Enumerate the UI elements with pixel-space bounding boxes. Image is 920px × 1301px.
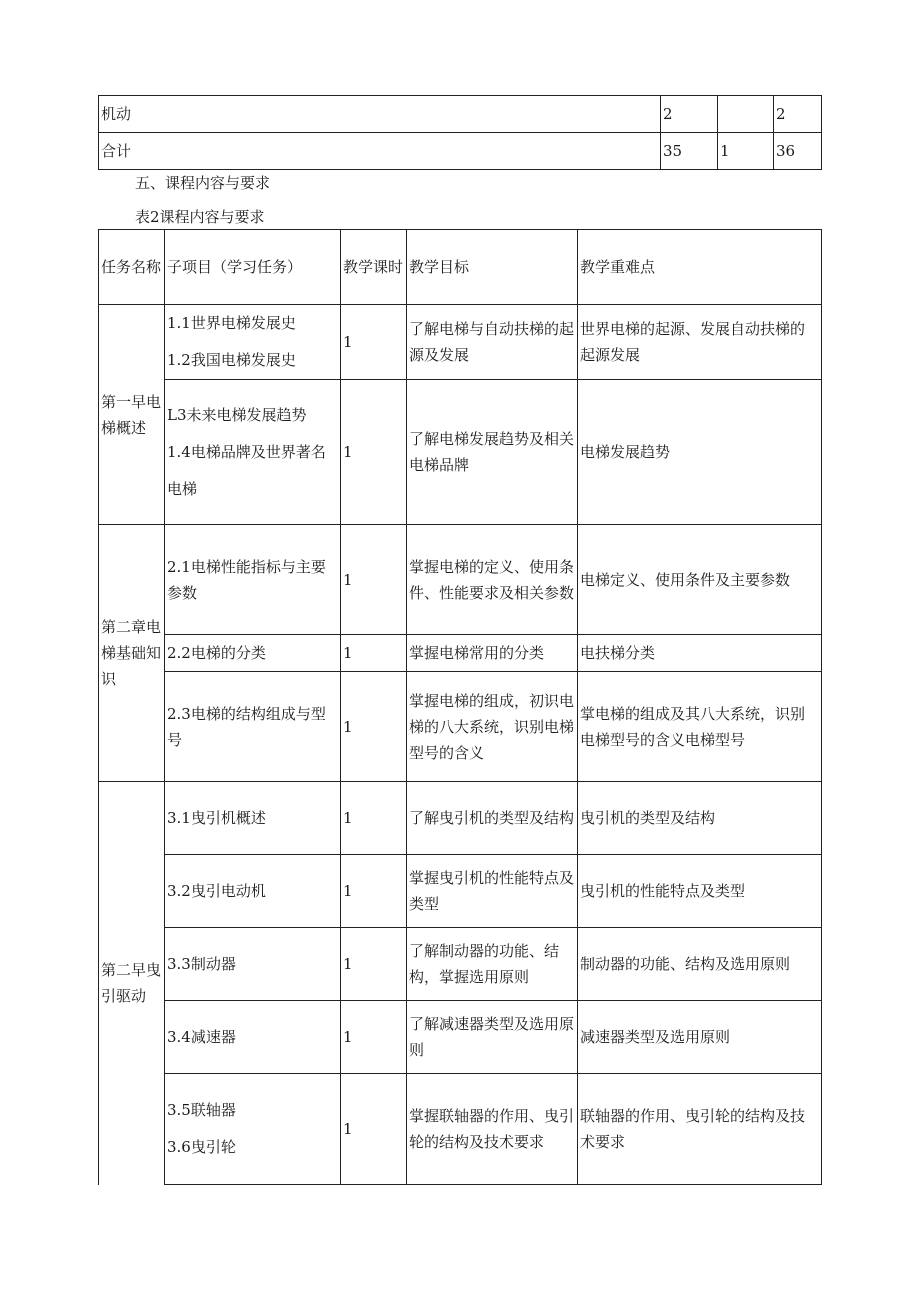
table-row xyxy=(99,133,822,170)
summary-value-c: 2 xyxy=(774,96,822,133)
chapter-name: 第二章电梯基础知识 xyxy=(99,525,165,782)
subitem-line: 1.1世界电梯发展史 xyxy=(167,314,296,332)
content-table xyxy=(98,229,822,1185)
goal-cell: 掌握电梯的定义、使用条件、性能要求及相关参数 xyxy=(407,525,578,635)
key-cell: 世界电梯的起源、发展自动扶梯的起源发展 xyxy=(578,305,822,380)
header-row xyxy=(99,230,822,305)
header-hours: 教学课时 xyxy=(341,230,407,305)
goal-cell: 了解电梯发展趋势及相关电梯品牌 xyxy=(407,380,578,525)
key-cell: 电梯发展趋势 xyxy=(578,380,822,525)
table-row xyxy=(99,1074,822,1185)
subitem-cell: 2.1电梯性能指标与主要参数 xyxy=(165,525,341,635)
key-cell: 制动器的功能、结构及选用原则 xyxy=(578,928,822,1001)
goal-cell: 掌握曳引机的性能特点及类型 xyxy=(407,855,578,928)
hours-cell: 1 xyxy=(341,782,407,855)
hours-cell: 1 xyxy=(341,928,407,1001)
goal-cell: 掌握联轴器的作用、曳引轮的结构及技术要求 xyxy=(407,1074,578,1185)
subitem-line: 1.2我国电梯发展史 xyxy=(167,351,296,369)
subitem-cell xyxy=(165,380,341,525)
table-row xyxy=(99,305,822,380)
goal-cell: 掌握电梯常用的分类 xyxy=(407,635,578,672)
header-key-points: 教学重难点 xyxy=(578,230,822,305)
table-row xyxy=(99,928,822,1001)
header-task: 任务名称 xyxy=(99,230,165,305)
hours-cell: 1 xyxy=(341,1074,407,1185)
summary-value-b: 1 xyxy=(718,133,774,170)
hours-cell: 1 xyxy=(341,855,407,928)
summary-label: 合计 xyxy=(99,133,661,170)
hours-cell: 1 xyxy=(341,525,407,635)
summary-value-a: 35 xyxy=(661,133,718,170)
hours-cell: 1 xyxy=(341,1001,407,1074)
goal-cell: 掌握电梯的组成，初识电梯的八大系统，识别电梯型号的含义 xyxy=(407,672,578,782)
header-subitem: 子项目（学习任务） xyxy=(165,230,341,305)
table-row xyxy=(99,782,822,855)
summary-label: 机动 xyxy=(99,96,661,133)
table-row xyxy=(99,380,822,525)
hours-cell: 1 xyxy=(341,635,407,672)
subitem-cell xyxy=(165,305,341,380)
subitem-cell: 3.2曳引电动机 xyxy=(165,855,341,928)
table-row xyxy=(99,635,822,672)
key-cell: 电梯定义、使用条件及主要参数 xyxy=(578,525,822,635)
table-row xyxy=(99,1001,822,1074)
section-title: 五、课程内容与要求 xyxy=(135,174,271,192)
subitem-line: 1.4电梯品牌及世界著名电梯 xyxy=(167,442,326,498)
goal-cell: 了解曳引机的类型及结构 xyxy=(407,782,578,855)
subitem-cell: 3.1曳引机概述 xyxy=(165,782,341,855)
key-cell: 减速器类型及选用原则 xyxy=(578,1001,822,1074)
header-goal: 教学目标 xyxy=(407,230,578,305)
subitem-cell: 2.2电梯的分类 xyxy=(165,635,341,672)
summary-value-a: 2 xyxy=(661,96,718,133)
key-cell: 电扶梯分类 xyxy=(578,635,822,672)
key-cell: 掌电梯的组成及其八大系统，识别电梯型号的含义电梯型号 xyxy=(578,672,822,782)
subitem-cell: 3.4减速器 xyxy=(165,1001,341,1074)
table-row xyxy=(99,855,822,928)
subitem-cell: 3.3制动器 xyxy=(165,928,341,1001)
summary-table xyxy=(98,95,822,170)
table-row xyxy=(99,525,822,635)
key-cell: 曳引机的类型及结构 xyxy=(578,782,822,855)
subitem-line: L3未来电梯发展趋势 xyxy=(167,405,307,424)
subitem-line: 3.5联轴器 xyxy=(167,1101,236,1119)
goal-cell: 了解制动器的功能、结构，掌握选用原则 xyxy=(407,928,578,1001)
key-cell: 曳引机的性能特点及类型 xyxy=(578,855,822,928)
goal-cell: 了解电梯与自动扶梯的起源及发展 xyxy=(407,305,578,380)
chapter-name: 第二早曳引驱动 xyxy=(99,782,165,1185)
hours-cell: 1 xyxy=(341,672,407,782)
summary-value-c: 36 xyxy=(774,133,822,170)
summary-value-b xyxy=(718,96,774,133)
subitem-cell xyxy=(165,1074,341,1185)
subitem-cell: 2.3电梯的结构组成与型号 xyxy=(165,672,341,782)
table-row xyxy=(99,672,822,782)
key-cell: 联轴器的作用、曳引轮的结构及技术要求 xyxy=(578,1074,822,1185)
hours-cell: 1 xyxy=(341,380,407,525)
subitem-line: 3.6曳引轮 xyxy=(167,1138,236,1156)
hours-cell: 1 xyxy=(341,305,407,380)
chapter-name: 第一早电梯概述 xyxy=(99,305,165,525)
goal-cell: 了解减速器类型及选用原则 xyxy=(407,1001,578,1074)
table-caption: 表2课程内容与要求 xyxy=(135,208,265,226)
table-row xyxy=(99,96,822,133)
